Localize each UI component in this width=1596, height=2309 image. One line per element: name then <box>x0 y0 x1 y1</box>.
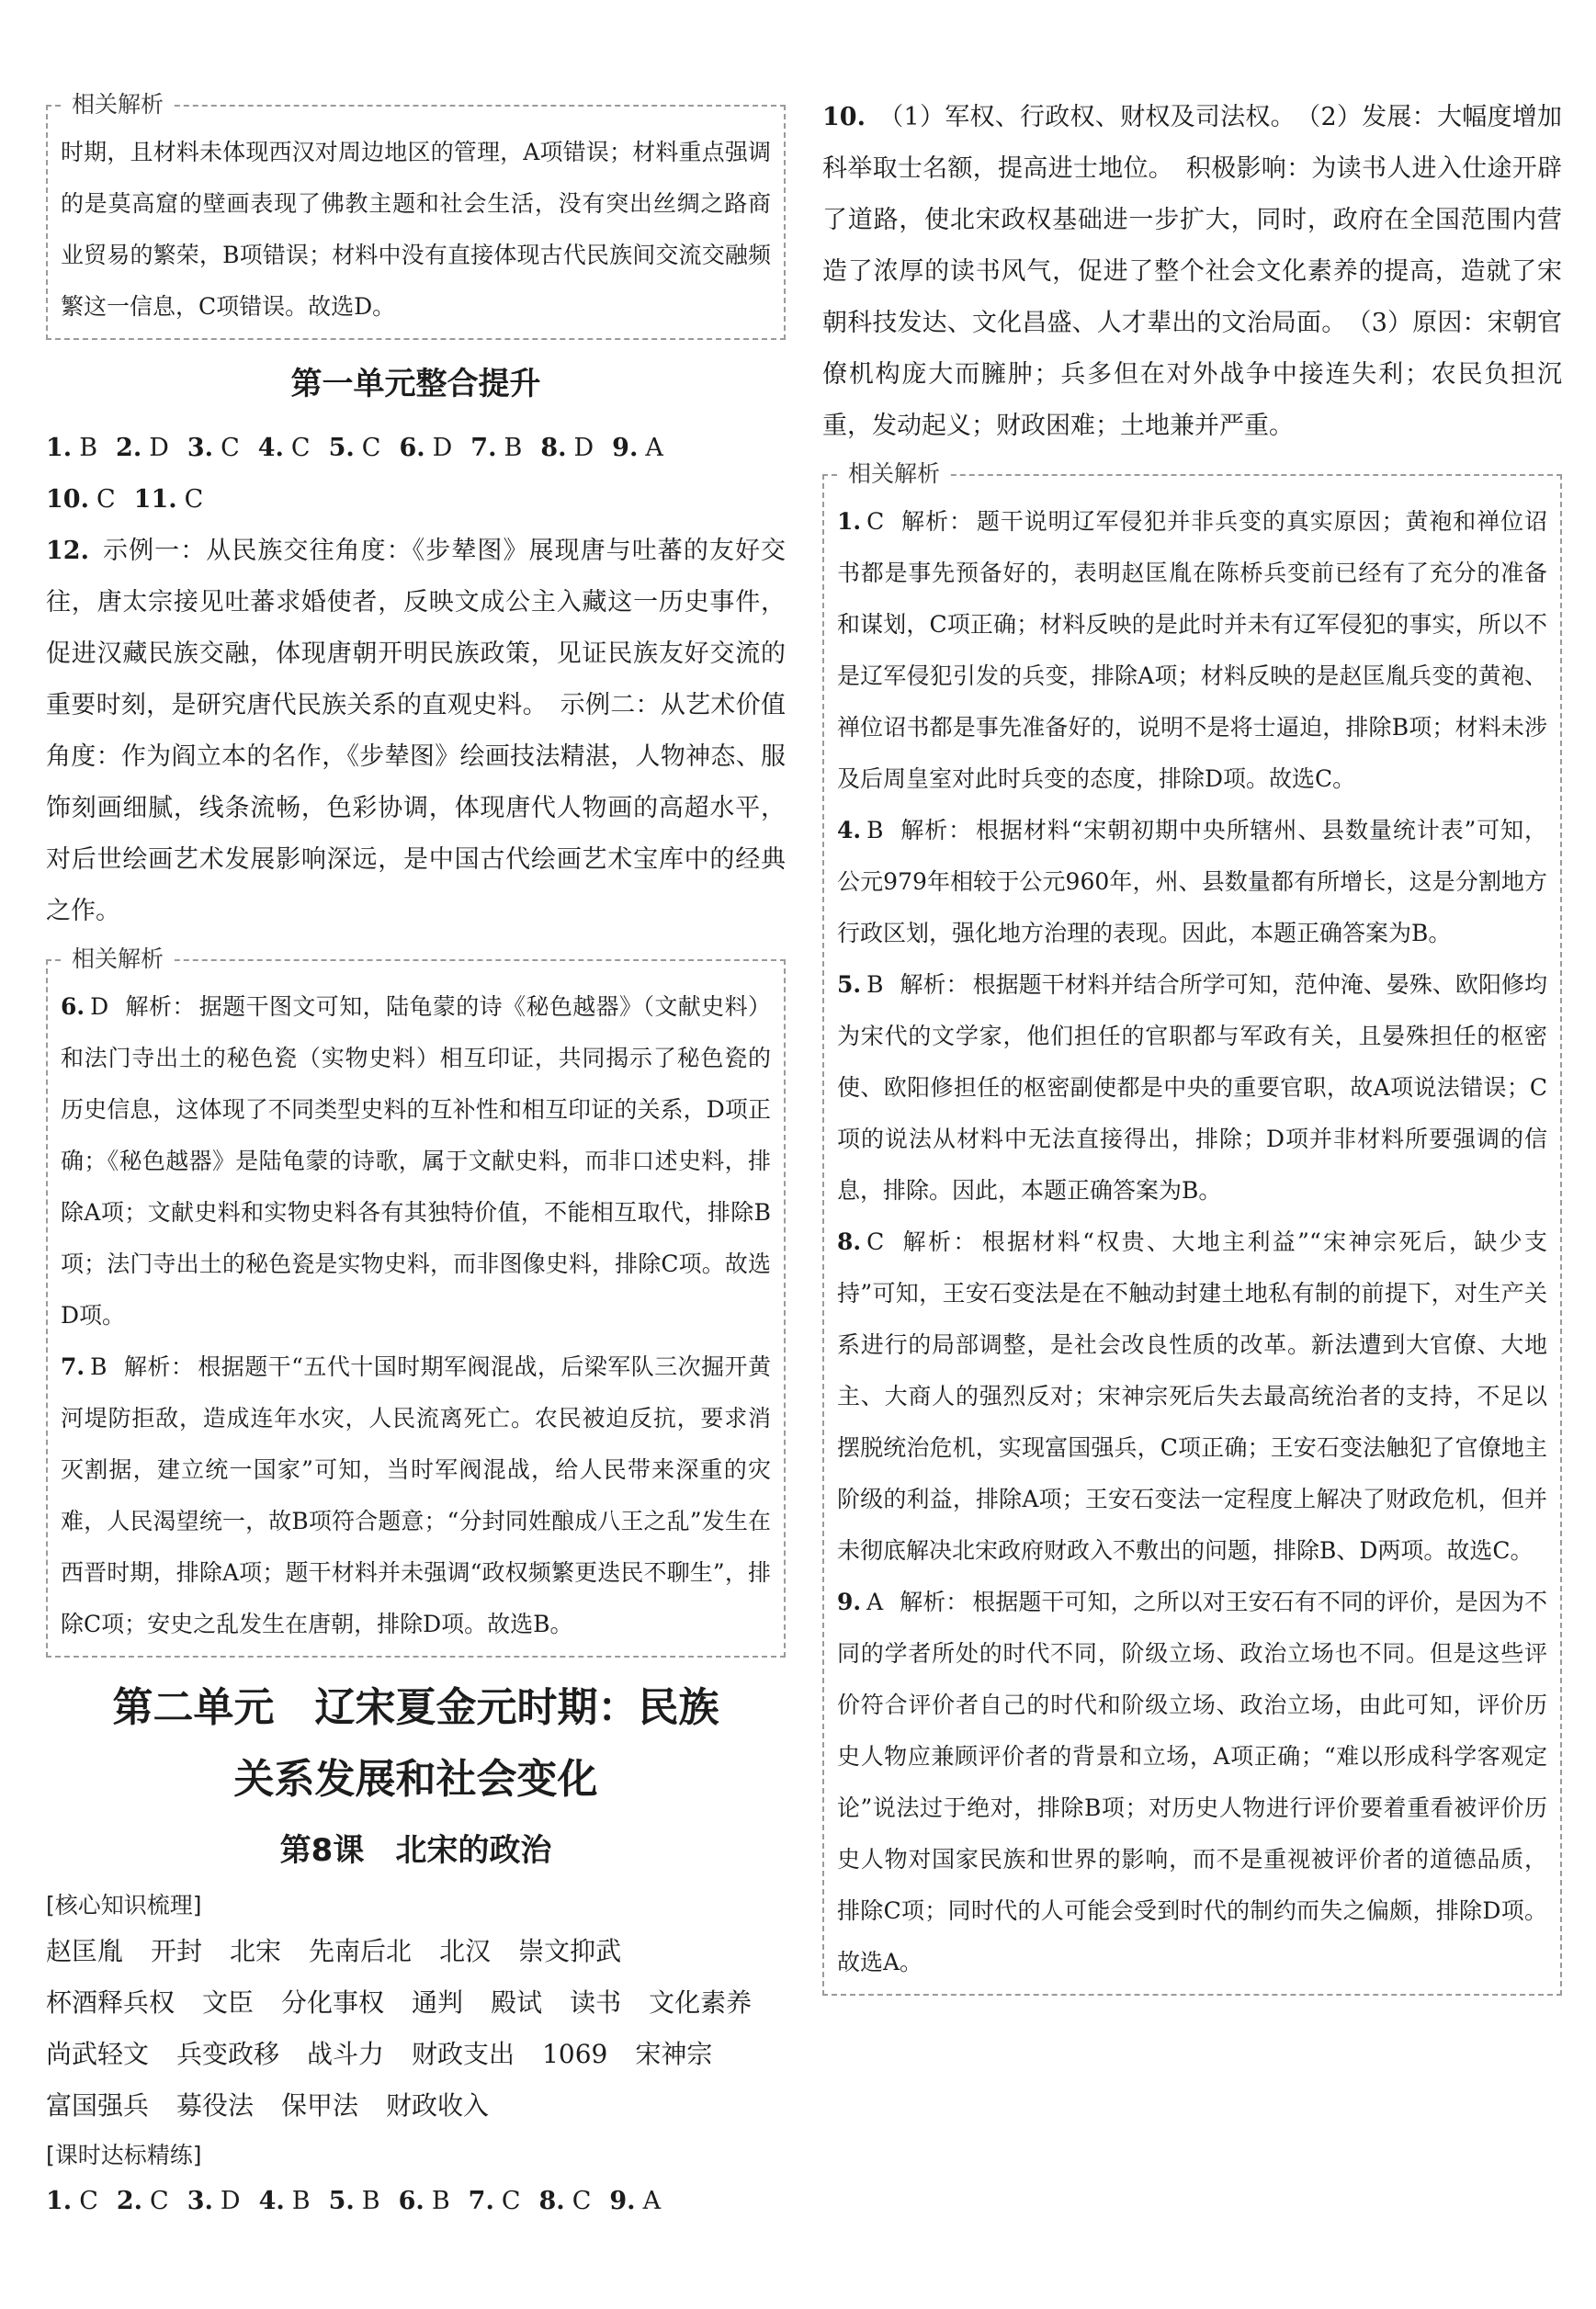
answer-letter: D <box>90 993 109 1020</box>
question-number: 12. <box>46 537 89 565</box>
analysis-item <box>837 496 1547 805</box>
answer-letter: A <box>642 2187 662 2215</box>
analysis-label: 解析： <box>123 1353 195 1380</box>
analysis-text: 根据材料“权贵、大地主利益”“宋神宗死后，缺少支持”可知，王安石变法是在不触动封建土地私有制的前提下，对生产关系进行的局部调整，是社会改良性质的改革。新法遭到大官僚、大地主、大商人的强烈反对；宋神宗死后失去最高统治者的支持，不足以摆脱统治危机，实现富国强兵，C项正确；王安石变法触犯了官僚地主阶级的利益，排除A项；王安石变法一定程度上解决了财政危机，但并未彻底解决北宋政府财政入不敷出的问题，排除B、D两项。故选C。 <box>837 1228 1547 1564</box>
question-10-text: （1）军权、行政权、财权及司法权。 （2）发展：大幅度增加科举取士名额，提高进士地位。 积极影响：为读书人进入仕途开辟了道路，使北宋政权基础进一步扩大，同时，政府在全国范围内营造了浓厚的读书风气，促进了整个社会文化素养的提高，造就了宋朝科技发达、文化昌盛、人才辈出的文治局面。 （3）原因：宋朝官僚机构庞大而臃肿；兵多但在对外战争中接连失利；农民负担沉重，发动起义；财政困难；土地兼并严重。 <box>822 103 1562 440</box>
answer-letter: C <box>501 2187 521 2215</box>
question-number: 6. <box>61 993 85 1020</box>
answer-item <box>46 423 97 474</box>
analysis-text: 时期，且材料未体现西汉对周边地区的管理，A项错误；材料重点强调的是莫高窟的壁画表现了佛教主题和社会生活，没有突出丝绸之路商业贸易的繁荣，B项错误；材料中没有直接体现古代民族间交流交融频繁这一信息，C项错误。故选D。 <box>61 139 771 320</box>
question-number: 7. <box>61 1353 85 1380</box>
answer-letter: D <box>432 434 453 462</box>
keyword: 尚武轻文 <box>46 2039 150 2069</box>
answer-letter: B <box>291 2187 311 2215</box>
answer-letter: C <box>866 1228 885 1255</box>
answer-item <box>134 474 204 526</box>
answer-letter: C <box>184 485 204 514</box>
answer-item <box>46 474 116 526</box>
analysis-box-label: 相关解析 <box>62 943 173 976</box>
answer-item <box>539 2176 592 2227</box>
answer-item <box>329 2176 380 2227</box>
answer-letter: B <box>866 817 884 843</box>
answer-number: 9. <box>609 2187 636 2215</box>
answer-letter: C <box>221 434 240 462</box>
keyword: 1069 <box>542 2039 608 2069</box>
keyword: 兵变政移 <box>176 2039 280 2069</box>
question-12-answer <box>46 526 786 937</box>
question-number: 10. <box>822 103 866 131</box>
answer-letter: D <box>149 434 169 462</box>
answer-letter: B <box>504 434 523 462</box>
answer-letter: B <box>431 2187 450 2215</box>
answer-number: 2. <box>116 2187 143 2215</box>
analysis-item <box>837 805 1547 959</box>
answer-item <box>46 2176 98 2227</box>
answer-item <box>399 2176 450 2227</box>
answer-item <box>469 2176 521 2227</box>
keyword-list <box>46 1926 786 2132</box>
answer-item <box>612 423 663 474</box>
answer-letter: C <box>290 434 311 462</box>
answer-item <box>117 2176 169 2227</box>
answer-number: 10. <box>46 485 89 514</box>
answer-number: 8. <box>540 434 567 462</box>
analysis-text: 根据材料“宋朝初期中央所辖州、县数量统计表”可知，公元979年相较于公元960年，州、县数量都有所增长，这是分割地方行政区划，强化地方治理的表现。因此，本题正确答案为B。 <box>837 817 1547 946</box>
answer-letter: B <box>361 2187 380 2215</box>
answer-letter: C <box>96 485 116 514</box>
answer-letter: B <box>90 1353 108 1380</box>
answer-item <box>470 423 522 474</box>
question-number: 9. <box>837 1589 862 1615</box>
answer-letter: C <box>361 434 381 462</box>
answer-item <box>258 423 311 474</box>
answer-item <box>259 2176 311 2227</box>
answer-number: 4. <box>258 2187 285 2215</box>
keyword: 北汉 <box>439 1936 492 1966</box>
unit2-title-line2: 关系发展和社会变化 <box>233 1756 598 1803</box>
keyword: 分化事权 <box>281 1987 385 2018</box>
answer-number: 7. <box>470 434 497 462</box>
analysis-label: 解析： <box>125 993 196 1020</box>
answer-letter: D <box>573 434 594 462</box>
answer-letter: B <box>866 971 884 998</box>
keyword: 战斗力 <box>307 2039 385 2069</box>
answer-letter: C <box>150 2187 169 2215</box>
keyword: 财政收入 <box>386 2090 490 2121</box>
left-column <box>46 92 786 2227</box>
section-core-knowledge: [核心知识梳理] <box>46 1892 202 1919</box>
keyword: 赵匡胤 <box>46 1936 124 1966</box>
keyword: 保甲法 <box>281 2090 359 2121</box>
keyword: 读书 <box>570 1987 622 2018</box>
analysis-item <box>837 1217 1547 1577</box>
analysis-label: 解析： <box>900 971 969 998</box>
keyword: 杯酒释兵权 <box>46 1987 175 2018</box>
answer-item <box>329 423 381 474</box>
keyword: 崇文抑武 <box>518 1936 622 1966</box>
answer-letter: A <box>866 1589 884 1615</box>
answer-item <box>399 423 452 474</box>
answer-number: 1. <box>46 434 73 462</box>
right-column <box>822 92 1562 1996</box>
answer-item <box>187 2176 241 2227</box>
answer-row-2 <box>46 474 786 526</box>
analysis-text: 题干说明辽军侵犯并非兵变的真实原因；黄袍和禅位诏书都是事先预备好的，表明赵匡胤在陈桥兵变前已经有了充分的准备和谋划，C项正确；材料反映的是此时并未有辽军侵犯的事实，所以不是辽军侵犯引发的兵变，排除A项；材料反映的是赵匡胤兵变的黄袍、禅位诏书都是事先准备好的，说明不是将士逼迫，排除B项；材料未涉及后周皇室对此时兵变的态度，排除D项。故选C。 <box>837 508 1547 792</box>
question-number: 4. <box>837 817 862 843</box>
keyword: 先南后北 <box>309 1936 413 1966</box>
analysis-text: 据题干图文可知，陆龟蒙的诗《秘色越器》（文献史料）和法门寺出土的秘色瓷（实物史料）相互印证，共同揭示了秘色瓷的历史信息，这体现了不同类型史料的互补性和相互印证的关系，D项正确；《秘色越器》是陆龟蒙的诗歌，属于文献史料，而非口述史料，排除A项；文献史料和实物史料各有其独特价值，不能相互取代，排除B项；法门寺出土的秘色瓷是实物史料，而非图像史料，排除C项。故选D项。 <box>61 993 771 1329</box>
question-10-answer <box>822 92 1562 452</box>
keyword: 文化素养 <box>649 1987 753 2018</box>
keyword: 通判 <box>412 1987 464 2018</box>
answer-item <box>187 423 240 474</box>
keyword: 北宋 <box>230 1936 282 1966</box>
keyword: 文臣 <box>202 1987 255 2018</box>
answer-letter: A <box>645 434 663 462</box>
answer-letter: D <box>220 2187 241 2215</box>
answer-number: 5. <box>328 2187 355 2215</box>
analysis-text: 根据题干“五代十国时期军阀混战，后梁军队三次掘开黄河堤防拒敌，造成连年水灾，人民流离死亡。农民被迫反抗，要求消灭割据，建立统一国家”可知，当时军阀混战，给人民带来深重的灾难，人民渴望统一，故B项符合题意；“分封同姓酿成八王之乱”发生在西晋时期，排除A项；题干材料并未强调“政权频繁更迭民不聊生”，排除C项；安史之乱发生在唐朝，排除D项。故选B。 <box>61 1353 771 1637</box>
answer-number: 3. <box>187 434 214 462</box>
analysis-label: 解析： <box>900 1589 969 1615</box>
answer-row-1 <box>46 423 786 474</box>
answer-item <box>540 423 594 474</box>
answer-number: 4. <box>257 434 284 462</box>
section-practice: [课时达标精练] <box>46 2142 202 2168</box>
keyword: 富国强兵 <box>46 2090 150 2121</box>
answer-number: 6. <box>399 434 425 462</box>
analysis-label: 解析： <box>900 817 973 843</box>
analysis-item <box>61 981 771 1341</box>
analysis-box-1 <box>46 91 786 340</box>
answer-item <box>116 423 169 474</box>
analysis-item <box>837 959 1547 1217</box>
answer-number: 5. <box>328 434 355 462</box>
question-12-text: 示例一：从民族交往角度：《步辇图》展现唐与吐蕃的友好交往，唐太宗接见吐蕃求婚使者，反映文成公主入藏这一历史事件，促进汉藏民族交融，体现唐朝开明民族政策，见证民族友好交流的重要时刻，是研究唐代民族关系的直观史料。 示例二：从艺术价值角度：作为阎立本的名作，《步辇图》绘画技法精湛，人物神态、服饰刻画细腻，线条流畅，色彩协调，体现唐代人物画的高超水平，对后世绘画艺术发展影响深远，是中国古代绘画艺术宝库中的经典之作。 <box>46 537 786 925</box>
analysis-item <box>61 1341 771 1650</box>
answer-number: 11. <box>133 485 177 514</box>
question-number: 5. <box>837 971 862 998</box>
analysis-box-2 <box>46 945 786 1658</box>
answer-number: 9. <box>612 434 639 462</box>
analysis-box-label: 相关解析 <box>62 88 173 121</box>
analysis-label: 解析： <box>900 508 973 535</box>
question-number: 8. <box>837 1228 862 1255</box>
answer-item <box>609 2176 661 2227</box>
analysis-label: 解析： <box>900 1228 979 1255</box>
answer-number: 7. <box>468 2187 494 2215</box>
answer-number: 6. <box>398 2187 424 2215</box>
keyword: 财政支出 <box>412 2039 515 2069</box>
keyword: 殿试 <box>491 1987 543 2018</box>
question-number: 1. <box>837 508 862 535</box>
answer-number: 1. <box>46 2187 73 2215</box>
answer-letter: C <box>866 508 885 535</box>
answer-number: 8. <box>538 2187 565 2215</box>
answer-number: 2. <box>116 434 142 462</box>
analysis-item <box>837 1577 1547 1988</box>
lesson-title: 第8课 北宋的政治 <box>279 1832 552 1869</box>
answer-letter: B <box>79 434 98 462</box>
keyword: 募役法 <box>176 2090 255 2121</box>
keyword: 开封 <box>151 1936 203 1966</box>
analysis-box-3 <box>822 460 1562 1996</box>
answer-number: 3. <box>187 2187 213 2215</box>
analysis-text: 根据题干可知，之所以对王安石有不同的评价，是因为不同的学者所处的时代不同，阶级立场、政治立场也不同。但是这些评价符合评价者自己的时代和阶级立场、政治立场，由此可知，评价历史人物应兼顾评价者的背景和立场，A项正确；“难以形成科学客观定论”说法过于绝对，排除B项；对历史人物进行评价要着重看被评价历史人物对国家民族和世界的影响，而不是重视被评价者的道德品质，排除C项；同时代的人可能会受到时代的制约而失之偏颇，排除D项。故选A。 <box>837 1589 1547 1975</box>
answer-row-3 <box>46 2176 786 2227</box>
unit1-summary-title: 第一单元整合提升 <box>290 366 541 402</box>
analysis-box-label: 相关解析 <box>839 458 949 491</box>
keyword: 宋神宗 <box>635 2039 713 2069</box>
unit2-title-line1: 第二单元 辽宋夏金元时期：民族 <box>112 1684 719 1731</box>
answer-letter: C <box>572 2187 592 2215</box>
answer-letter: C <box>79 2187 98 2215</box>
analysis-text: 根据题干材料并结合所学可知，范仲淹、晏殊、欧阳修均为宋代的文学家，他们担任的官职都与军政有关，且晏殊担任的枢密使、欧阳修担任的枢密副使都是中央的重要官职，故A项说法错误；C项的说法从材料中无法直接得出，排除；D项并非材料所要强调的信息，排除。因此，本题正确答案为B。 <box>837 971 1547 1204</box>
